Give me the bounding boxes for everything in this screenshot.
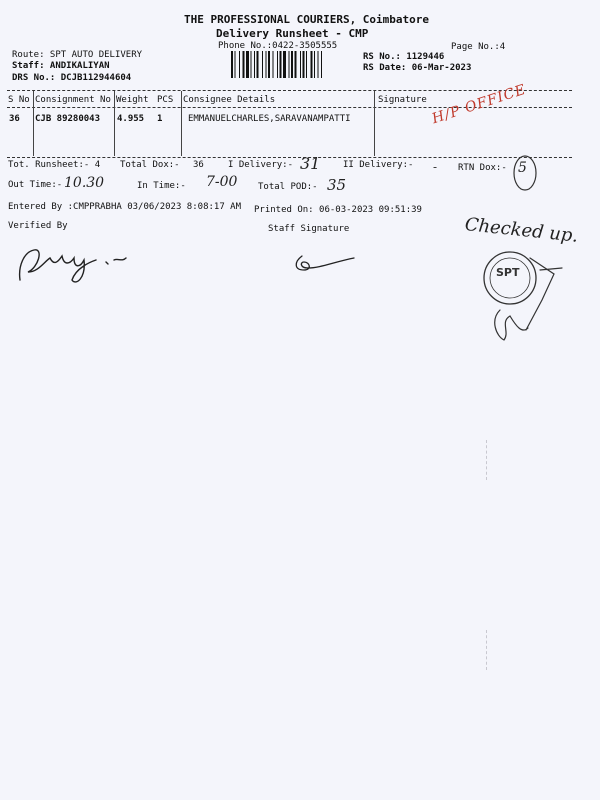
header-consignment: Consignment No <box>35 95 111 105</box>
i-delivery-label: I Delivery:- <box>228 160 294 170</box>
col-divider <box>181 91 182 156</box>
scan-artifact <box>486 440 487 480</box>
staff-signature <box>290 248 370 278</box>
rs-date: RS Date: 06-Mar-2023 <box>363 63 472 73</box>
in-time-value: 7-00 <box>206 174 238 190</box>
total-pod-label: Total POD:- <box>258 182 318 192</box>
header-consignee: Consignee Details <box>183 95 276 105</box>
header-sno: S No <box>8 95 30 105</box>
printed-on: Printed On: 06-03-2023 09:51:39 <box>254 205 422 215</box>
runsheet-title: Delivery Runsheet - CMP <box>216 27 369 40</box>
page-number: Page No.:4 <box>451 42 506 52</box>
verified-by-label: Verified By <box>8 221 68 231</box>
col-divider <box>33 91 34 156</box>
verifier-signature <box>14 238 144 288</box>
out-time-label: Out Time:- <box>8 180 63 190</box>
company-name: THE PROFESSIONAL COURIERS, Coimbatore <box>184 13 430 26</box>
header-weight: Weight <box>116 95 149 105</box>
svg-text:SPT: SPT <box>496 266 520 279</box>
table-top-rule <box>7 90 572 91</box>
rtn-dox-value: 5 <box>518 160 527 176</box>
staff-label: Staff: ANDIKALIYAN <box>12 61 110 71</box>
staff-signature-label: Staff Signature <box>268 224 350 234</box>
header-pcs: PCS <box>157 95 174 105</box>
scan-artifact <box>486 630 487 670</box>
entered-by: Entered By :CMPPRABHA 03/06/2023 8:08:17 AM <box>8 202 241 212</box>
phone-number: Phone No.:0422-3505555 <box>218 41 338 51</box>
col-divider <box>374 91 375 156</box>
cell-consignment: CJB 89280043 <box>35 114 101 124</box>
header-signature: Signature <box>378 95 427 105</box>
cell-consignee: EMMANUELCHARLES,SARAVANAMPATTI <box>188 114 351 124</box>
cell-signature-handwritten: H/P OFFICE <box>430 81 529 128</box>
spt-stamp <box>470 240 580 350</box>
tot-runsheet: Tot. Runsheet:- 4 <box>8 160 101 170</box>
rtn-dox-circle <box>510 154 540 194</box>
total-dox-label: Total Dox:- <box>120 160 180 170</box>
barcode <box>231 51 355 78</box>
total-pod-value: 35 <box>327 176 347 194</box>
ii-delivery-label: II Delivery:- <box>343 160 414 170</box>
rtn-dox-label: RTN Dox:- <box>458 163 507 173</box>
ii-delivery-value: - <box>433 160 438 174</box>
cell-weight: 4.955 <box>117 114 145 124</box>
total-dox-value: 36 <box>193 160 204 170</box>
i-delivery-value: 31 <box>300 154 321 173</box>
cell-pcs: 1 <box>157 114 163 124</box>
table-bottom-rule <box>7 157 572 158</box>
route-label: Route: SPT AUTO DELIVERY <box>12 50 143 60</box>
out-time-value: 10.30 <box>64 175 105 191</box>
col-divider <box>114 91 115 156</box>
drs-number: DRS No.: DCJB112944604 <box>12 73 132 83</box>
checked-note: Checked up. <box>463 214 580 247</box>
rs-number: RS No.: 1129446 <box>363 52 445 62</box>
cell-sno: 36 <box>9 114 20 124</box>
in-time-label: In Time:- <box>137 181 186 191</box>
